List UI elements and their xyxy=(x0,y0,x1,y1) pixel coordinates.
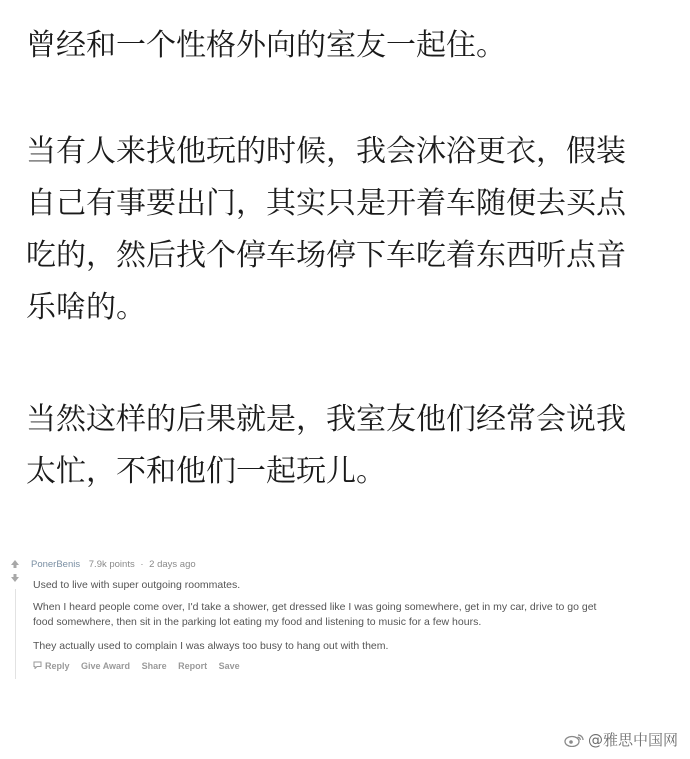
reply-button[interactable] xyxy=(33,661,72,671)
post-paragraph-1 xyxy=(26,20,676,72)
meta-separator: · xyxy=(140,559,144,570)
reply-label: Reply xyxy=(45,661,70,671)
save-button[interactable]: Save xyxy=(218,661,240,671)
upvote-arrow-icon[interactable] xyxy=(8,559,22,573)
comment-actions xyxy=(33,661,249,671)
comment-body-line: They actually used to complain I was always too busy to hang out with them. xyxy=(33,640,389,652)
post-line: 吃的，然后找个停车场停下车吃着东西听点音 xyxy=(26,238,626,273)
give-award-button[interactable]: Give Award xyxy=(81,661,131,671)
comment-body-line: food somewhere, then sit in the parking lot eating my food and listening to music for a few hours. xyxy=(33,616,482,628)
post-line: 乐啥的。 xyxy=(26,290,146,325)
downvote-arrow-icon[interactable] xyxy=(8,573,22,587)
watermark-text: @雅思中国网 xyxy=(587,731,678,749)
post-paragraph-3 xyxy=(26,394,676,498)
report-button[interactable]: Report xyxy=(178,661,208,671)
comment-body-line: When I heard people come over, I'd take a shower, get dressed like I was going somewhere, get in my car, drive to go get xyxy=(33,601,597,613)
share-button[interactable]: Share xyxy=(141,661,167,671)
vote-controls xyxy=(8,559,22,587)
reddit-comment xyxy=(0,553,690,683)
comment-time: 2 days ago xyxy=(149,559,196,570)
post-line: 当有人来找他玩的时候，我会沐浴更衣，假装 xyxy=(26,134,626,169)
thread-line[interactable] xyxy=(15,589,16,679)
post-line: 当然这样的后果就是，我室友他们经常会说我 xyxy=(26,402,626,437)
watermark xyxy=(564,729,678,750)
post-line: 自己有事要出门，其实只是开着车随便去买点 xyxy=(26,186,626,221)
comment-meta xyxy=(31,559,196,570)
post-line: 曾经和一个性格外向的室友一起住。 xyxy=(26,28,506,63)
post-paragraph-2 xyxy=(26,126,676,334)
comment-body-line: Used to live with super outgoing roommates. xyxy=(33,579,241,591)
comment-points: 7.9k points xyxy=(88,559,135,570)
comment-author[interactable]: PonerBenis xyxy=(31,559,81,570)
reply-bubble-icon xyxy=(33,661,42,671)
post-line: 太忙，不和他们一起玩儿。 xyxy=(26,454,386,489)
weibo-logo-icon xyxy=(564,733,584,747)
